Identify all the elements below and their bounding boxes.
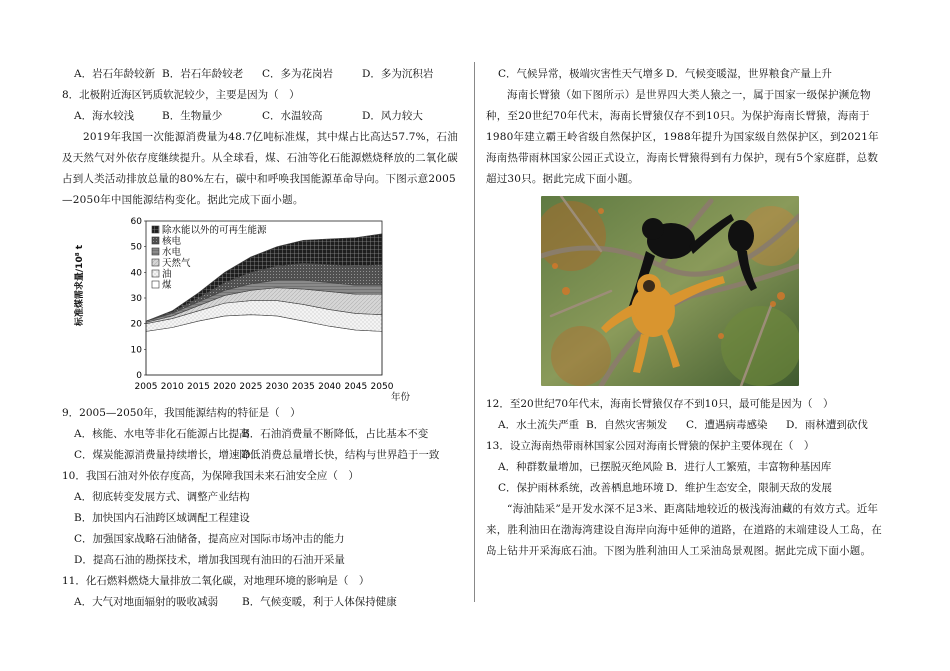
option[interactable]: D．气候变暖湿，世界粮食产量上升 <box>666 68 832 80</box>
y-axis-label: 标准煤需求量/10⁸ t <box>75 244 86 327</box>
gibbon-passage: 海南长臂猿（如下图所示）是世界四大类人猿之一，属于国家一级保护濒危物种，至20世纪70年代末，海南长臂猿仅存不到10只。为保护海南长臂猿，海南于1980年建立霸王岭省级自然保护区，1988年提升为国家级自然保护区，到2021年海南热带雨林国家公园正式设立，海南长臂猿得到有力保护，现有5个家庭群，总数超过30只。据此完成下面小题。 <box>486 89 879 185</box>
option[interactable]: A．彻底转变发展方式、调整产业结构 <box>74 491 250 503</box>
option[interactable]: D．多为沉积岩 <box>362 68 434 80</box>
gibbon-photo-image <box>541 196 799 386</box>
x-tick-label: 2010 <box>160 382 184 392</box>
q11-stem: 11．化石燃料燃烧大量排放二氧化碳，对地理环境的影响是（ ） <box>62 575 370 587</box>
option[interactable]: A．大气对地面辐射的吸收减弱 <box>74 596 219 608</box>
option[interactable]: D．风力较大 <box>362 110 423 122</box>
option[interactable]: A．岩石年龄较新 <box>74 68 156 80</box>
option[interactable]: D．消费总量增长快，结构与世界趋于一致 <box>242 449 440 461</box>
legend-swatch <box>152 237 159 244</box>
option[interactable]: A．种群数量增加，已摆脱灭绝风险 <box>498 461 664 473</box>
legend-swatch <box>152 248 159 255</box>
q9-options-ab <box>62 424 464 445</box>
y-tick-label: 40 <box>130 268 142 279</box>
legend-label: 除水能以外的可再生能源 <box>162 225 267 236</box>
option[interactable]: C．气候异常，极端灾害性天气增多 <box>498 68 664 80</box>
x-tick-label: 2040 <box>318 382 342 392</box>
x-tick-label: 2035 <box>291 382 315 392</box>
option[interactable]: B．气候变暖，利于人体保持健康 <box>242 596 397 608</box>
legend-label: 煤 <box>162 280 172 291</box>
legend-swatch <box>152 259 159 266</box>
option[interactable]: B．生物量少 <box>162 110 223 122</box>
q7-options <box>62 64 464 85</box>
legend-label: 油 <box>162 269 172 280</box>
q12-stem: 12．至20世纪70年代末，海南长臂猿仅存不到10只，最可能是因为（ ） <box>486 398 834 410</box>
x-tick-label: 2005 <box>134 382 158 392</box>
y-tick-label: 60 <box>130 217 142 227</box>
x-tick-label: 2020 <box>213 382 237 392</box>
x-tick-label: 2050 <box>370 382 394 392</box>
option[interactable]: B．石油消费量不断降低，占比基本不变 <box>242 428 429 440</box>
option[interactable]: B．加快国内石油跨区域调配工程建设 <box>74 512 250 524</box>
option[interactable]: D．提高石油的勘探技术，增加我国现有油田的石油开采量 <box>74 554 345 566</box>
left-column <box>62 64 464 613</box>
x-tick-label: 2030 <box>265 382 289 392</box>
gibbon-photo <box>541 196 799 386</box>
legend-swatch <box>152 226 159 233</box>
q8-stem: 8．北极附近海区钙质软泥较少，主要是因为（ ） <box>62 89 300 101</box>
q11-options-ab <box>62 592 464 613</box>
x-tick-label: 2025 <box>239 382 263 392</box>
y-tick-label: 0 <box>136 371 142 381</box>
option[interactable]: D．维护生态安全，限制天敌的发展 <box>666 482 832 494</box>
energy-chart-svg <box>62 213 464 403</box>
x-axis-label: 年份 <box>391 392 411 403</box>
option[interactable]: C．水温较高 <box>262 110 323 122</box>
x-tick-label: 2015 <box>186 382 210 392</box>
oilfield-passage: “海油陆采”是开发水深不足3米、距离陆地较近的极浅海油藏的有效方式。近年来，胜利油田在渤海湾建设自海岸向海中延伸的道路，在道路的末端建设人工岛，在岛上钻井开采海底石油。下图为胜利油田人工采油岛景观图。据此完成下面小题。 <box>486 503 882 557</box>
option[interactable]: D．雨林遭到砍伐 <box>786 419 868 431</box>
right-column <box>486 64 886 562</box>
q10-stem: 10．我国石油对外依存度高，为保障我国未来石油安全应（ ） <box>62 470 359 482</box>
q8-options <box>62 106 464 127</box>
y-tick-label: 50 <box>130 242 142 253</box>
y-tick-label: 20 <box>130 319 142 330</box>
option[interactable]: C．多为花岗岩 <box>262 68 334 80</box>
legend-label: 水电 <box>162 247 182 258</box>
option[interactable]: C．保护雨林系统，改善栖息地环境 <box>498 482 664 494</box>
q13-options-cd <box>486 478 886 499</box>
option[interactable]: B．进行人工繁殖，丰富物种基因库 <box>666 461 832 473</box>
option[interactable]: A．海水较浅 <box>74 110 135 122</box>
y-tick-label: 10 <box>130 345 142 356</box>
option[interactable]: B．自然灾害频发 <box>586 419 668 431</box>
q11-options-cd <box>486 64 886 85</box>
x-tick-label: 2045 <box>344 382 368 392</box>
legend-label: 核电 <box>162 236 182 247</box>
option[interactable]: C．遭遇病毒感染 <box>686 419 768 431</box>
option[interactable]: B．岩石年龄较老 <box>162 68 244 80</box>
option[interactable]: C．加强国家战略石油储备，提高应对国际市场冲击的能力 <box>74 533 345 545</box>
q13-options-ab <box>486 457 886 478</box>
option[interactable]: A．水土流失严重 <box>498 419 580 431</box>
option[interactable]: C．煤炭能源消费量持续增长，增速降低 <box>74 449 261 461</box>
q13-stem: 13．设立海南热带雨林国家公园对海南长臂猿的保护主要体现在（ ） <box>486 440 815 452</box>
y-tick-label: 30 <box>130 294 142 304</box>
legend-label: 天然气 <box>162 258 191 269</box>
legend-swatch <box>152 270 159 277</box>
q9-options-cd <box>62 445 464 466</box>
legend-swatch <box>152 281 159 288</box>
energy-structure-chart <box>62 213 464 403</box>
q9-stem: 9．2005—2050年，我国能源结构的特征是（ ） <box>62 407 301 419</box>
q12-options <box>486 415 886 436</box>
column-divider <box>474 62 475 602</box>
option[interactable]: A．核能、水电等非化石能源占比提高 <box>74 428 250 440</box>
energy-passage: 2019年我国一次能源消费量为48.7亿吨标准煤，其中煤占比高达57.7%，石油及天然气对外依存度继续提升。从全球看，煤、石油等化石能源燃烧释放的二氧化碳占到人类活动排放总量的80%左右，碳中和呼唤我国能源革命导向。下图示意2005—2050年中国能源结构变化。据此完成下面小题。 <box>62 131 458 206</box>
